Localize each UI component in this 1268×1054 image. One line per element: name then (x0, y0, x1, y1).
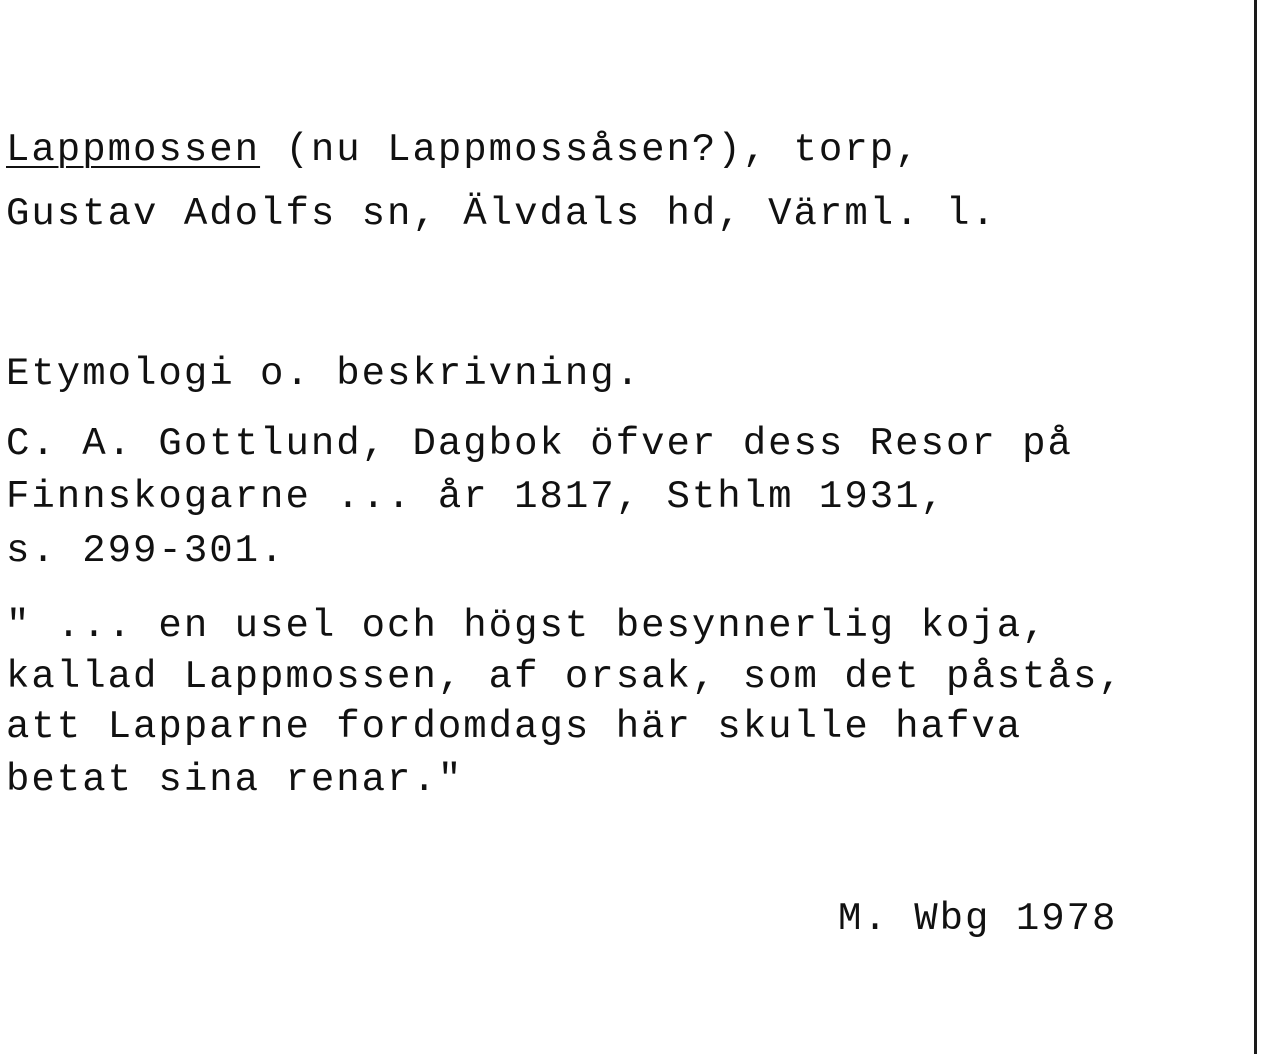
entry-title-line (6, 128, 921, 172)
quote-line: " ... en usel och högst besynnerlig koja, (6, 604, 1048, 648)
quote-line: att Lapparne fordomdags här skulle hafva (6, 705, 1023, 749)
section-heading: Etymologi o. beskrivning. (6, 352, 642, 396)
source-line: Finnskogarne ... år 1817, Sthlm 1931, (6, 475, 946, 519)
quote-line: betat sina renar." (6, 758, 464, 802)
entry-headword: Lappmossen (6, 128, 261, 172)
entry-headword-description: (nu Lappmossåsen?), torp, (260, 128, 921, 172)
source-line: C. A. Gottlund, Dagbok öfver dess Resor på (6, 422, 1073, 466)
source-line: s. 299-301. (6, 529, 286, 573)
author-signature: M. Wbg 1978 (838, 897, 1118, 941)
entry-location: Gustav Adolfs sn, Älvdals hd, Värml. l. (6, 192, 997, 236)
quote-line: kallad Lappmossen, af orsak, som det påstås, (6, 655, 1124, 699)
card-edge-line (1254, 0, 1257, 1054)
